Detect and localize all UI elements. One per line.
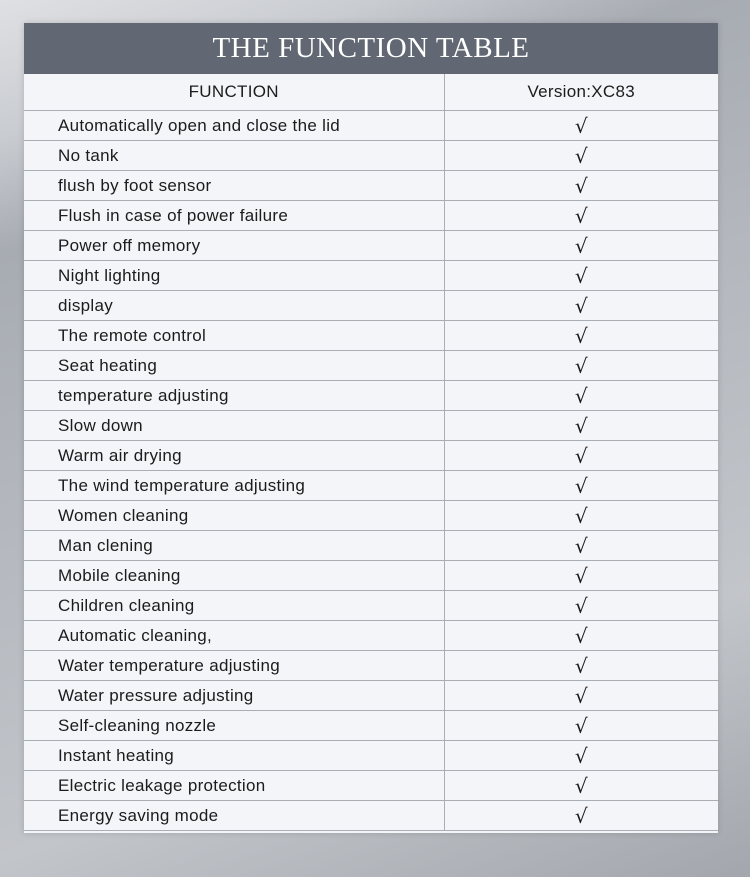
function-name: temperature adjusting [24, 381, 444, 411]
function-name: Seat heating [24, 351, 444, 381]
function-table-sheet [24, 23, 718, 833]
table-row [24, 651, 718, 681]
check-mark-icon: √ [444, 201, 718, 231]
table-row [24, 441, 718, 471]
function-name: Flush in case of power failure [24, 201, 444, 231]
check-mark-icon: √ [444, 411, 718, 441]
table-row [24, 351, 718, 381]
table-row [24, 621, 718, 651]
function-name: Instant heating [24, 741, 444, 771]
table-row [24, 471, 718, 501]
table-row [24, 771, 718, 801]
table-row [24, 561, 718, 591]
function-name: Power off memory [24, 231, 444, 261]
table-row [24, 801, 718, 831]
function-name: Water temperature adjusting [24, 651, 444, 681]
check-mark-icon: √ [444, 621, 718, 651]
check-mark-icon: √ [444, 501, 718, 531]
check-mark-icon: √ [444, 801, 718, 831]
version-column-header: Version:XC83 [444, 74, 718, 111]
function-name: display [24, 291, 444, 321]
table-row [24, 531, 718, 561]
table-body [24, 111, 718, 831]
check-mark-icon: √ [444, 591, 718, 621]
function-name: Automatic cleaning, [24, 621, 444, 651]
table-title: THE FUNCTION TABLE [24, 23, 718, 74]
table-row [24, 681, 718, 711]
table-row [24, 741, 718, 771]
check-mark-icon: √ [444, 651, 718, 681]
check-mark-icon: √ [444, 261, 718, 291]
check-mark-icon: √ [444, 231, 718, 261]
table-row [24, 501, 718, 531]
function-name: The remote control [24, 321, 444, 351]
table-row [24, 111, 718, 141]
function-name: Man clening [24, 531, 444, 561]
table-row [24, 171, 718, 201]
function-name: flush by foot sensor [24, 171, 444, 201]
function-name: Energy saving mode [24, 801, 444, 831]
table-row [24, 261, 718, 291]
function-name: Self-cleaning nozzle [24, 711, 444, 741]
check-mark-icon: √ [444, 291, 718, 321]
check-mark-icon: √ [444, 351, 718, 381]
function-table [24, 74, 718, 831]
check-mark-icon: √ [444, 141, 718, 171]
table-row [24, 291, 718, 321]
check-mark-icon: √ [444, 171, 718, 201]
table-row [24, 321, 718, 351]
table-row [24, 141, 718, 171]
check-mark-icon: √ [444, 771, 718, 801]
table-row [24, 381, 718, 411]
function-name: Water pressure adjusting [24, 681, 444, 711]
table-header-row [24, 74, 718, 111]
table-row [24, 231, 718, 261]
table-row [24, 711, 718, 741]
function-name: Children cleaning [24, 591, 444, 621]
check-mark-icon: √ [444, 471, 718, 501]
function-name: The wind temperature adjusting [24, 471, 444, 501]
function-name: Automatically open and close the lid [24, 111, 444, 141]
function-name: Slow down [24, 411, 444, 441]
function-name: Mobile cleaning [24, 561, 444, 591]
check-mark-icon: √ [444, 711, 718, 741]
check-mark-icon: √ [444, 741, 718, 771]
check-mark-icon: √ [444, 111, 718, 141]
check-mark-icon: √ [444, 321, 718, 351]
function-name: Women cleaning [24, 501, 444, 531]
check-mark-icon: √ [444, 381, 718, 411]
function-name: No tank [24, 141, 444, 171]
table-row [24, 591, 718, 621]
table-row [24, 411, 718, 441]
function-name: Night lighting [24, 261, 444, 291]
check-mark-icon: √ [444, 531, 718, 561]
function-name: Electric leakage protection [24, 771, 444, 801]
check-mark-icon: √ [444, 681, 718, 711]
function-name: Warm air drying [24, 441, 444, 471]
check-mark-icon: √ [444, 441, 718, 471]
table-row [24, 201, 718, 231]
function-column-header: FUNCTION [24, 74, 444, 111]
check-mark-icon: √ [444, 561, 718, 591]
